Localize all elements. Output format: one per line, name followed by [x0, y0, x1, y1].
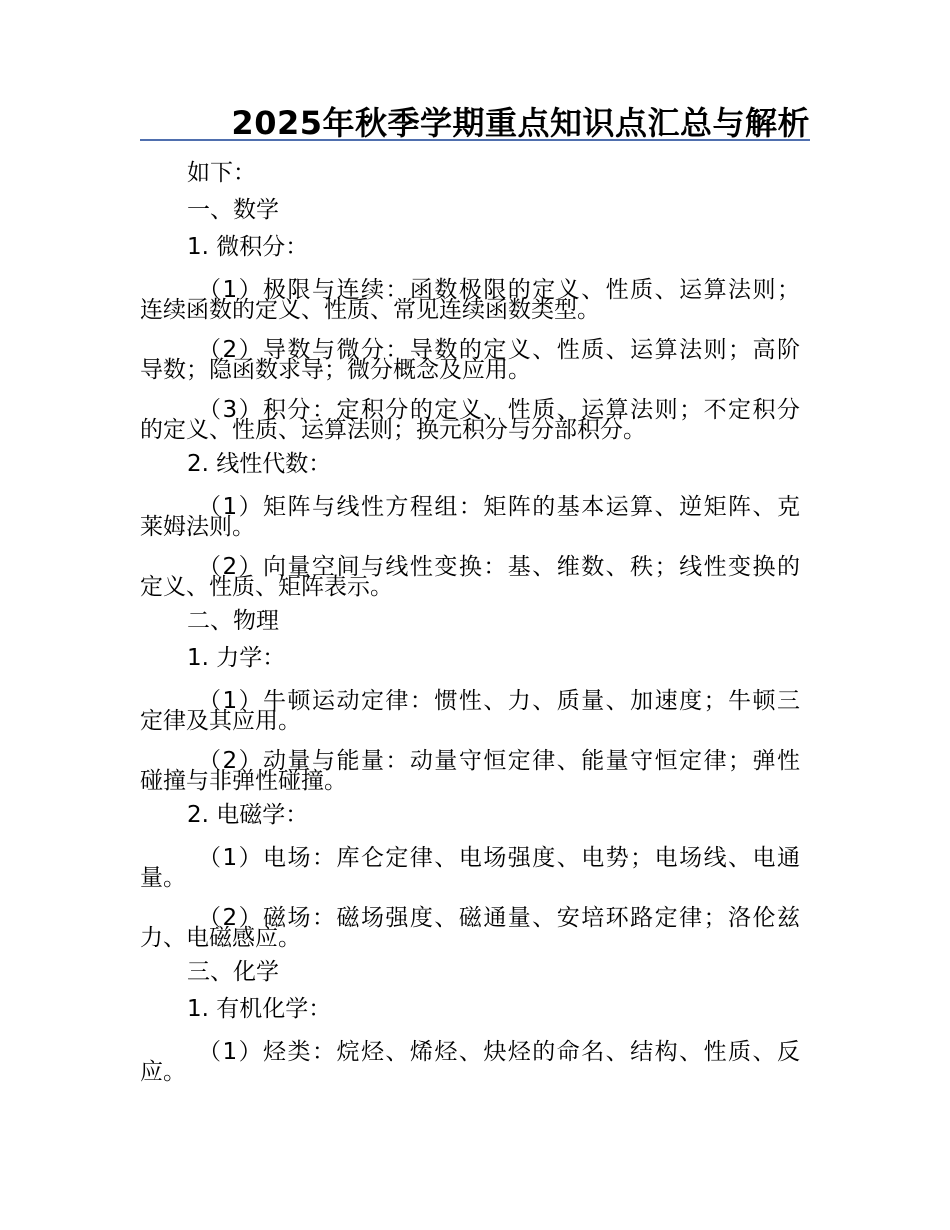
list-item-line2: 的定义、性质、运算法则；换元积分与分部积分。 [140, 417, 646, 443]
list-item-line1: （2）向量空间与线性变换：基、维数、秩；线性变换的 [198, 554, 800, 580]
document-title: 2025年秋季学期重点知识点汇总与解析 [231, 104, 810, 142]
section-heading-physics: 二、物理 [187, 608, 279, 634]
subsection-heading-linear-algebra: 2. 线性代数： [187, 451, 332, 477]
title-underline [140, 139, 810, 141]
list-item [140, 894, 800, 954]
subsection-heading-calculus: 1. 微积分： [187, 234, 309, 260]
subsection-heading-mechanics: 1. 力学： [187, 645, 286, 671]
list-item [140, 386, 800, 446]
list-item-line1: （1）电场：库仑定律、电场强度、电势；电场线、电通 [198, 845, 800, 871]
list-item-line2: 应。 [140, 1059, 186, 1085]
list-item-line1: （1）矩阵与线性方程组：矩阵的基本运算、逆矩阵、克 [198, 494, 800, 520]
list-item-line1: （1）牛顿运动定律：惯性、力、质量、加速度；牛顿三 [198, 688, 800, 714]
list-item [140, 543, 800, 603]
list-item-line2: 定义、性质、矩阵表示。 [140, 574, 393, 600]
list-item [140, 1028, 800, 1088]
list-item [140, 266, 800, 326]
subsection-heading-electromagnetism: 2. 电磁学： [187, 802, 309, 828]
document-body [140, 155, 800, 1088]
list-item-line1: （3）积分：定积分的定义、性质、运算法则；不定积分 [198, 397, 800, 423]
list-item-line1: （2）动量与能量：动量守恒定律、能量守恒定律；弹性 [198, 748, 800, 774]
list-item-line1: （2）磁场：磁场强度、磁通量、安培环路定律；洛伦兹 [198, 905, 800, 931]
list-item [140, 326, 800, 386]
subsection-heading-organic-chemistry: 1. 有机化学： [187, 996, 332, 1022]
list-item-line2: 碰撞与非弹性碰撞。 [140, 768, 347, 794]
list-item-line1: （2）导数与微分：导数的定义、性质、运算法则；高阶 [198, 337, 800, 363]
list-item-line2: 连续函数的定义、性质、常见连续函数类型。 [140, 297, 600, 323]
list-item [140, 677, 800, 737]
section-heading-math: 一、数学 [187, 197, 279, 223]
list-item [140, 737, 800, 797]
intro-text: 如下： [187, 160, 256, 186]
list-item-line2: 莱姆法则。 [140, 514, 255, 540]
section-heading-chemistry: 三、化学 [187, 959, 279, 985]
list-item-line2: 量。 [140, 865, 186, 891]
list-item [140, 834, 800, 894]
list-item [140, 483, 800, 543]
list-item-line2: 力、电磁感应。 [140, 925, 301, 951]
list-item-line1: （1）极限与连续：函数极限的定义、性质、运算法则； [198, 277, 800, 303]
list-item-line2: 导数；隐函数求导；微分概念及应用。 [140, 357, 531, 383]
list-item-line2: 定律及其应用。 [140, 708, 301, 734]
list-item-line1: （1）烃类：烷烃、烯烃、炔烃的命名、结构、性质、反 [198, 1039, 800, 1065]
